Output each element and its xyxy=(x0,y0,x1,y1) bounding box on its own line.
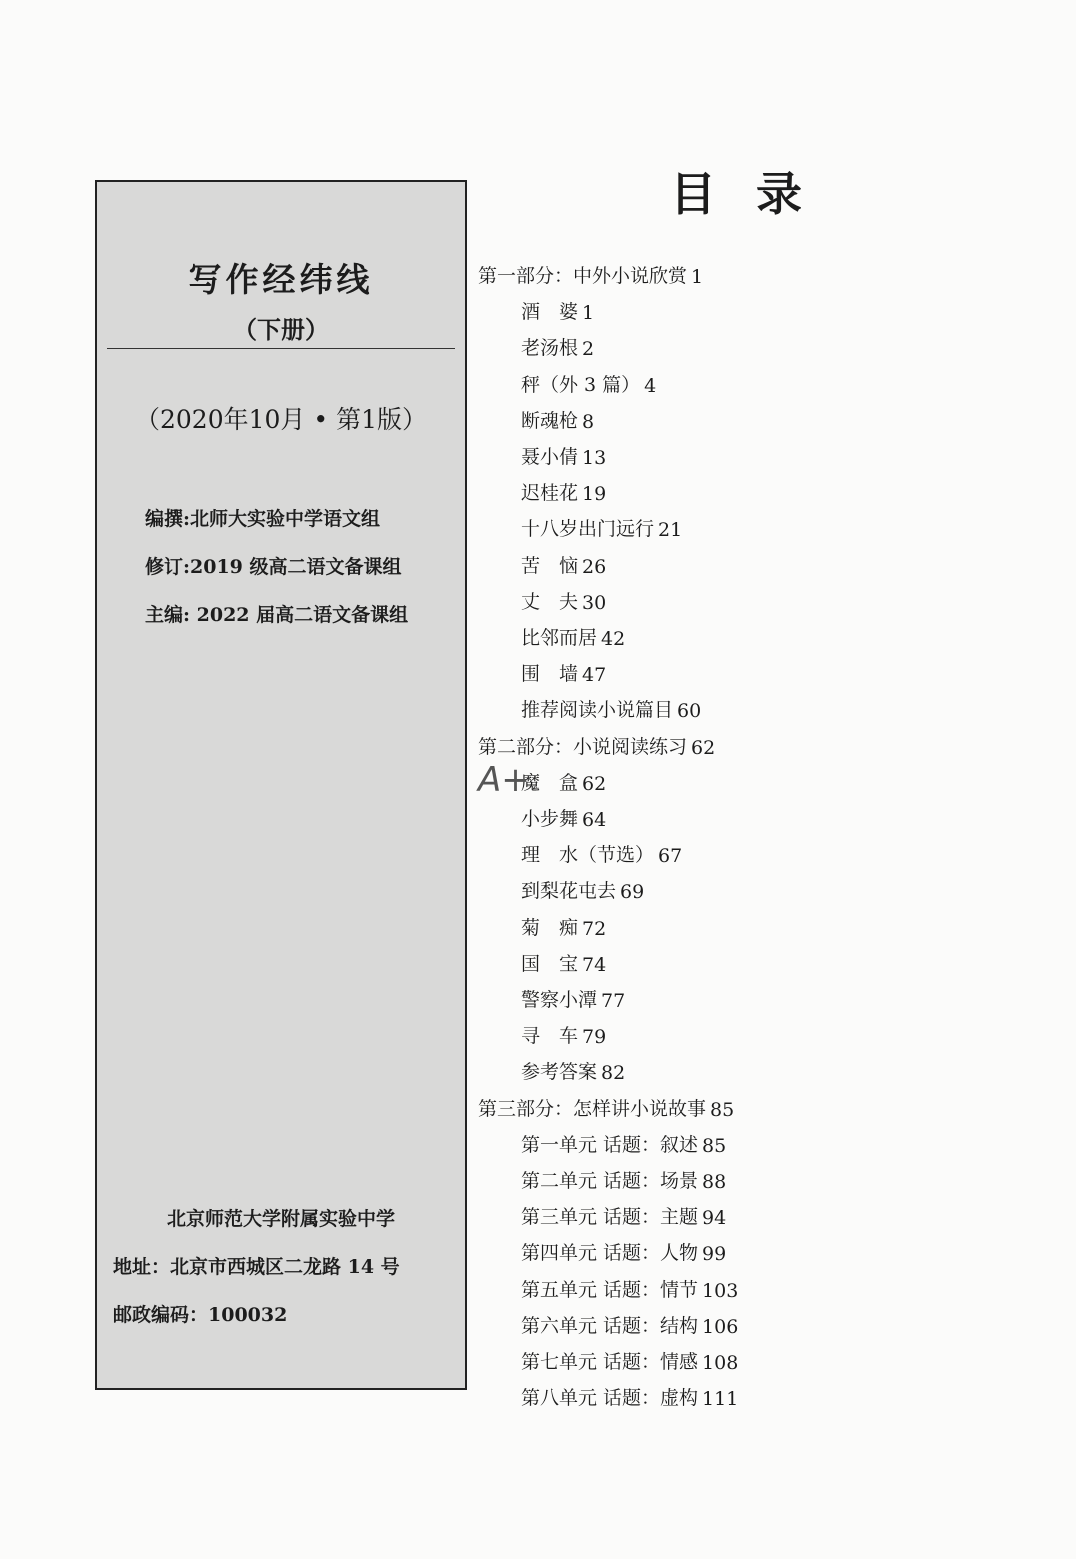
toc-item-page: 111 xyxy=(702,1388,739,1411)
toc-item-label: 第八单元 话题：虚构 xyxy=(521,1387,699,1410)
toc-item-label: 酒 婆 xyxy=(521,301,579,324)
toc-item-label: 理 水（节选） xyxy=(521,844,655,867)
toc-item-label: 参考答案 xyxy=(521,1061,598,1084)
toc-item-label: 第一部分：中外小说欣赏 xyxy=(478,265,688,287)
book-volume: （下册） xyxy=(233,316,329,344)
toc-item-label: 魔 盒 xyxy=(521,771,579,794)
edition-info: （2020年10月 • 第1版） xyxy=(135,405,427,434)
toc-item-page: 26 xyxy=(582,555,607,578)
toc-item-page: 79 xyxy=(582,1026,607,1049)
toc-item-label: 秤（外 3 篇） xyxy=(521,373,641,396)
credit-editor: 主编: 2022 届高二语文备课组 xyxy=(145,604,409,626)
toc-item-label: 到梨花屯去 xyxy=(521,880,617,903)
toc-title: 目录 xyxy=(670,167,842,221)
toc-item-page: 94 xyxy=(702,1207,727,1230)
school-address: 地址：北京市西城区二龙路 14 号 xyxy=(113,1256,400,1278)
toc-item-page: 72 xyxy=(582,917,607,940)
toc-item-page: 99 xyxy=(702,1243,727,1266)
toc-item-label: 聂小倩 xyxy=(521,446,579,468)
toc-item-label: 第六单元 话题：结构 xyxy=(521,1314,699,1337)
toc-item-page: 62 xyxy=(691,736,716,759)
toc-item-page: 1 xyxy=(691,266,704,288)
book-title: 写作经纬线 xyxy=(188,260,374,299)
postal-code: 邮政编码：100032 xyxy=(113,1304,288,1326)
credit-compiler: 编撰:北师大实验中学语文组 xyxy=(145,508,381,530)
toc-item-page: 85 xyxy=(702,1134,727,1157)
toc-item-label: 第三部分：怎样讲小说故事 xyxy=(478,1097,707,1120)
toc-item-page: 67 xyxy=(658,845,683,868)
toc-item-page: 64 xyxy=(582,809,607,831)
toc-item-page: 13 xyxy=(582,447,607,469)
toc-item-page: 21 xyxy=(658,519,683,542)
toc-item-page: 4 xyxy=(644,374,657,397)
toc-item-page: 106 xyxy=(702,1315,739,1338)
toc-item-page: 103 xyxy=(702,1279,739,1302)
book-info-box xyxy=(95,180,467,1390)
toc-item-page: 60 xyxy=(677,700,702,723)
toc-item-page: 1 xyxy=(582,302,595,325)
toc-item-page: 30 xyxy=(582,591,607,614)
handwritten-grade-text: A+ xyxy=(478,760,530,800)
toc-item-page: 62 xyxy=(582,772,607,795)
toc-item-label: 第一单元 话题：叙述 xyxy=(521,1133,699,1156)
toc-item-label: 第二单元 话题：场景 xyxy=(521,1170,699,1192)
toc-item-page: 85 xyxy=(710,1098,735,1121)
toc-item-page: 77 xyxy=(601,990,626,1012)
toc-item-label: 迟桂花 xyxy=(521,482,579,505)
toc-item-label: 断魂枪 xyxy=(521,409,579,432)
toc-item-page: 47 xyxy=(582,664,607,687)
toc-item-label: 国 宝 xyxy=(521,952,579,975)
toc-item-page: 19 xyxy=(582,483,607,506)
toc-item-label: 比邻而居 xyxy=(521,627,598,649)
toc-item-label: 第四单元 话题：人物 xyxy=(521,1242,699,1265)
toc-item-page: 88 xyxy=(702,1171,727,1193)
toc-item-page: 74 xyxy=(582,953,607,976)
toc-item-label: 老汤根 xyxy=(521,337,579,360)
school-name: 北京师范大学附属实验中学 xyxy=(166,1208,395,1230)
toc-item-label: 十八岁出门远行 xyxy=(521,518,655,541)
toc-item-label: 推荐阅读小说篇目 xyxy=(521,699,674,722)
toc-item-label: 寻 车 xyxy=(521,1025,579,1048)
toc-item-label: 警察小潭 xyxy=(521,989,598,1011)
toc-item-page: 8 xyxy=(582,410,595,433)
toc-item-label: 苦 恼 xyxy=(521,554,579,577)
toc-item-page: 69 xyxy=(620,881,645,904)
toc-item-label: 第七单元 话题：情感 xyxy=(521,1351,699,1373)
handwritten-grade-mark xyxy=(478,760,530,800)
toc-item-label: 第五单元 话题：情节 xyxy=(521,1278,699,1301)
toc-item-label: 菊 痴 xyxy=(521,916,579,939)
toc-item-page: 2 xyxy=(582,338,595,361)
toc-item-label: 丈 夫 xyxy=(521,590,579,613)
divider xyxy=(107,348,455,349)
toc-item-page: 42 xyxy=(601,628,626,650)
toc-item-label: 围 墙 xyxy=(521,663,579,686)
credit-reviser: 修订:2019 级高二语文备课组 xyxy=(145,556,402,578)
toc-item-label: 第三单元 话题：主题 xyxy=(521,1206,699,1229)
toc-item-page: 82 xyxy=(601,1062,626,1085)
toc-item-label: 第二部分：小说阅读练习 xyxy=(478,735,688,758)
toc-item-page: 108 xyxy=(702,1352,739,1374)
toc-item-label: 小步舞 xyxy=(521,808,579,830)
